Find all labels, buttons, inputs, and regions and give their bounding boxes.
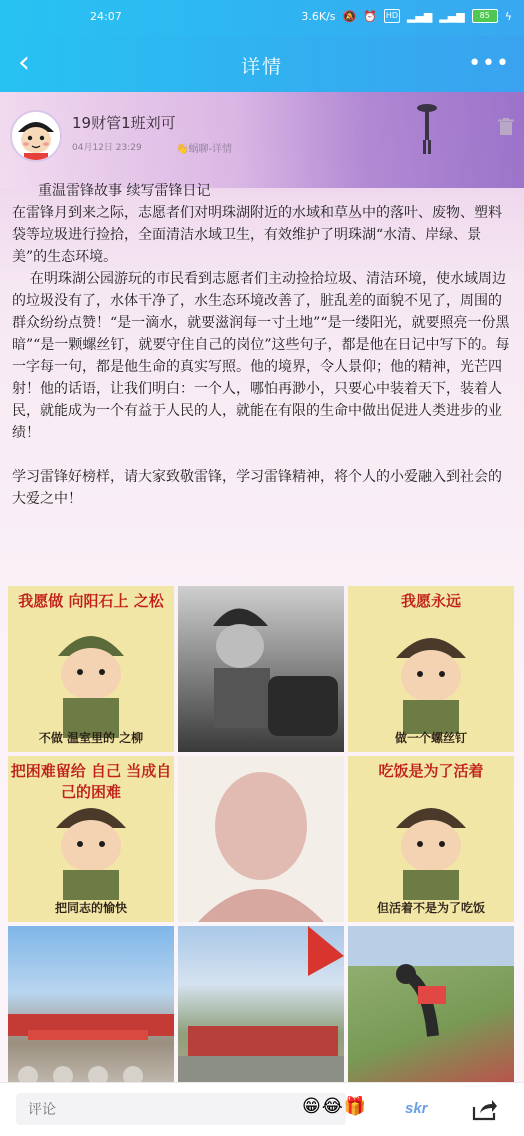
post-tag[interactable] xyxy=(176,140,232,155)
photo-volunteer-picking[interactable] xyxy=(348,926,514,1092)
post-paragraph-3: 学习雷锋好榜样，请大家致敬雷锋，学习雷锋精神，将个人的小爱融入到社会的大爱之中！ xyxy=(12,469,502,507)
post-time: 04月12日 23:29 xyxy=(72,143,142,153)
network-speed: 3.6K/s xyxy=(301,9,336,23)
battery-icon: 85 xyxy=(472,9,498,23)
photo-volunteer-group[interactable] xyxy=(8,926,174,1092)
post-paragraph-2: 在明珠湖公园游玩的市民看到志愿者们主动捡拾垃圾、清洁环境，使水域周边的垃圾没有了，水体干净了，水生态环境改善了，脏乱差的面貌不见了，周围的群众纷纷点赞！“是一滴水，就要滋润每一寸土地”“是一缕阳光，就要照亮一份黑暗”“是一颗螺丝钉，就要守住自己的岗位”这些句子，都是他在日记中写下的。每一字每一句，都是他生命的真实写照。他的境界，令人景仰；他的精神，光芒四射！他的话语，让我们明白：一个人，哪怕再渺小，只要心中装着天下，装着人民，就能成为一个有益于人民的人，就能在有限的生命中做出促进人类进步的业绩！ xyxy=(12,271,510,441)
post-paragraph-1: 在雷锋月到来之际，志愿者们对明珠湖附近的水域和草丛中的落叶、废物、塑料袋等垃圾进行捡拾，全面清洁水域卫生，有效维护了明珠湖“水清、岸绿、景美”的生态环境。 xyxy=(12,205,502,265)
status-icons xyxy=(301,9,512,23)
back-icon[interactable]: ‹ xyxy=(18,45,30,80)
avatar[interactable] xyxy=(10,110,62,162)
leifeng-portrait-icon xyxy=(178,586,344,752)
post-tag-label: 蜗聊-详情 xyxy=(188,144,233,155)
photo-grid xyxy=(8,586,516,1092)
volunteer-park-icon xyxy=(178,926,344,1092)
grin-emoji-icon: 😁 xyxy=(302,1096,321,1117)
post-title: 重温雷锋故事 续写雷锋日记 xyxy=(38,183,211,199)
photo-caption-bottom: 不做 温室里的 之柳 xyxy=(38,731,144,745)
signal-icon-2: ▂▄▆ xyxy=(439,9,465,23)
word-portrait-icon xyxy=(178,756,344,922)
decorative-figure-icon xyxy=(416,100,438,156)
delete-icon[interactable] xyxy=(498,118,514,136)
photo-leifeng-cartoon-2[interactable] xyxy=(348,586,514,752)
page-title: 详情 xyxy=(240,56,283,78)
status-time: 24:07 xyxy=(90,10,122,23)
photo-caption-bottom: 做一个螺丝钉 xyxy=(394,731,467,745)
photo-caption-top: 我愿做 向阳石上 之松 xyxy=(18,592,164,610)
nav-bar xyxy=(0,36,524,92)
photo-leifeng-cartoon-1[interactable] xyxy=(8,586,174,752)
photo-leifeng-cartoon-4[interactable] xyxy=(348,756,514,922)
mute-icon: 🔕 xyxy=(342,9,357,23)
hd-badge: HD xyxy=(384,9,400,23)
emoji-icon[interactable] xyxy=(302,1096,366,1117)
photo-caption-top: 我愿永远 xyxy=(400,592,461,610)
gift-emoji-icon: 🎁 xyxy=(343,1096,367,1117)
photo-caption-top: 吃饭是为了活着 xyxy=(378,762,484,780)
photo-caption-bottom: 把同志的愉快 xyxy=(54,901,127,915)
photo-caption-top: 把困难留给 自己 当成自己的困难 xyxy=(10,762,172,801)
bottom-bar xyxy=(0,1082,524,1136)
status-bar xyxy=(0,0,524,36)
share-icon[interactable] xyxy=(472,1097,498,1121)
signal-icon: ▂▄▆ xyxy=(406,9,433,23)
photo-leifeng-cartoon-3[interactable] xyxy=(8,756,174,922)
hand-icon: 👋 xyxy=(176,144,189,155)
comment-input[interactable] xyxy=(16,1093,346,1125)
username[interactable]: 19财管1班刘可 xyxy=(72,114,176,132)
post-body xyxy=(12,180,512,510)
photo-caption-bottom: 但活着不是为了吃饭 xyxy=(376,901,485,915)
laugh-emoji-icon: 😂 xyxy=(321,1096,343,1117)
post-content xyxy=(0,92,524,1082)
photo-leifeng-truck[interactable] xyxy=(178,586,344,752)
photo-volunteer-park[interactable] xyxy=(178,926,344,1092)
alarm-icon: ⏰ xyxy=(363,9,377,23)
volunteer-group-icon xyxy=(8,926,174,1092)
charging-icon: ϟ xyxy=(504,9,512,23)
more-icon[interactable]: ••• xyxy=(468,51,510,76)
skr-button[interactable]: skr xyxy=(405,1100,428,1117)
volunteer-picking-icon xyxy=(348,926,514,1092)
avatar-cartoon-icon xyxy=(12,112,60,160)
photo-leifeng-word-portrait[interactable] xyxy=(178,756,344,922)
